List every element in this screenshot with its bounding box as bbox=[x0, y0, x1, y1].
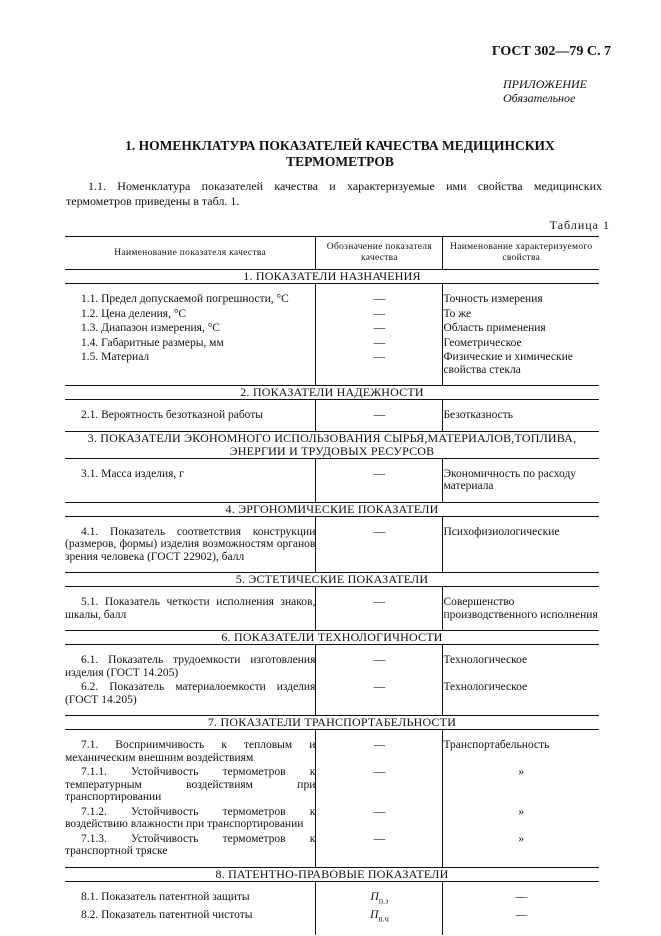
characterized-property: Совершенство производственного исполнения bbox=[443, 596, 598, 621]
indicator-name-text: 5.1. Показатель четкости исполнения знаков, шкалы, балл bbox=[65, 596, 316, 621]
section-row bbox=[65, 270, 599, 284]
table-row bbox=[65, 890, 599, 909]
table-row bbox=[65, 350, 599, 377]
table-row bbox=[65, 738, 599, 765]
indicator-designation: — bbox=[316, 653, 443, 680]
indicator-name bbox=[65, 738, 316, 765]
title-line-1: 1. НОМЕНКЛАТУРА ПОКАЗАТЕЛЕЙ КАЧЕСТВА МЕДИЦИНСКИХ bbox=[125, 138, 555, 153]
title-line-2: ТЕРМОМЕТРОВ bbox=[286, 154, 394, 169]
section-title: 8. ПАТЕНТНО-ПРАВОВЫЕ ПОКАЗАТЕЛИ bbox=[65, 867, 599, 881]
indicator-name bbox=[65, 595, 316, 622]
indicator-name bbox=[65, 832, 316, 859]
indicator-designation: — bbox=[316, 408, 443, 423]
indicator-name-text: 1.3. Диапазон измерения, °С bbox=[81, 322, 220, 334]
section-row bbox=[65, 386, 599, 400]
table-row bbox=[65, 805, 599, 832]
spacer-row bbox=[65, 645, 599, 654]
table-row bbox=[65, 908, 599, 927]
table-row bbox=[65, 321, 599, 336]
section-title: 2. ПОКАЗАТЕЛИ НАДЕЖНОСТИ bbox=[65, 386, 599, 400]
spacer-row bbox=[65, 881, 599, 890]
header-name: Наименование показателя качества bbox=[65, 237, 316, 270]
section-title: 3. ПОКАЗАТЕЛИ ЭКОНОМНОГО ИСПОЛЬЗОВАНИЯ СЫРЬЯ,МАТЕРИАЛОВ,ТОПЛИВА, ЭНЕРГИИ И ТРУДОВЫХ РЕСУРСОВ bbox=[65, 431, 599, 458]
characterized-property: Геометрическое bbox=[443, 336, 522, 349]
section-title: 7. ПОКАЗАТЕЛИ ТРАНСПОРТАБЕЛЬНОСТИ bbox=[65, 716, 599, 730]
indicator-name bbox=[65, 805, 316, 832]
indicator-name-text: 4.1. Показатель соответствия конструкции (размеров, формы) изделия возможностям органов зрения человека (ГОСТ 22902), балл bbox=[65, 525, 316, 563]
spacer-row bbox=[65, 587, 599, 596]
spacer-row bbox=[65, 458, 599, 467]
section-row bbox=[65, 631, 599, 645]
indicator-name bbox=[65, 321, 316, 336]
spacer-row bbox=[65, 400, 599, 409]
indicator-name-text: 6.2. Показатель материалоемкости изделия (ГОСТ 14.205) bbox=[65, 681, 316, 706]
table-row bbox=[65, 680, 599, 707]
spacer-row bbox=[65, 284, 599, 293]
characterized-property: Безотказность bbox=[443, 409, 514, 421]
indicator-name-text: 1.5. Материал bbox=[81, 351, 150, 363]
indicator-name bbox=[65, 525, 316, 565]
indicator-name-text: 1.4. Габаритные размеры, мм bbox=[81, 336, 224, 349]
section-title: 5. ЭСТЕТИЧЕСКИЕ ПОКАЗАТЕЛИ bbox=[65, 573, 599, 587]
table-row bbox=[65, 467, 599, 494]
section-title: 1. ПОКАЗАТЕЛИ НАЗНАЧЕНИЯ bbox=[65, 270, 599, 284]
characterized-property: — bbox=[515, 890, 527, 903]
characterized-property: Транспортабельность bbox=[443, 739, 550, 751]
indicator-designation: — bbox=[316, 350, 443, 377]
indicator-designation: — bbox=[316, 292, 443, 307]
indicator-name bbox=[65, 467, 316, 494]
indicator-name bbox=[65, 307, 316, 322]
spacer-row bbox=[65, 859, 599, 868]
indicator-name-text: 7.1. Восприимчивость к тепловым и механическим внешним воздействиям bbox=[65, 739, 316, 764]
characterized-property: Область применения bbox=[443, 322, 546, 334]
table-row bbox=[65, 307, 599, 322]
indicator-name-text: 3.1. Масса изделия, г bbox=[81, 467, 184, 480]
indicator-designation: — bbox=[316, 595, 443, 622]
table-row bbox=[65, 336, 599, 351]
quality-indicators-table bbox=[65, 236, 599, 935]
indicator-designation: — bbox=[316, 307, 443, 322]
indicator-name bbox=[65, 765, 316, 805]
indicator-name bbox=[65, 292, 316, 307]
section-row bbox=[65, 716, 599, 730]
intro-paragraph: 1.1. Номенклатура показателей качества и характеризуемые ими свойства медицинских термометров приведены в табл. 1. bbox=[66, 179, 602, 208]
indicator-name-text: 8.2. Показатель патентной чистоты bbox=[81, 909, 253, 922]
indicator-name bbox=[65, 408, 316, 423]
indicator-name-text: 7.1.2. Устойчивость термометров к воздействию влажности при транспортировании bbox=[65, 805, 316, 830]
header-designation: Обозначение показателя качества bbox=[316, 237, 443, 270]
spacer-row bbox=[65, 423, 599, 432]
appendix-block bbox=[503, 77, 587, 105]
indicator-designation: — bbox=[316, 525, 443, 565]
indicator-designation: $П_{п.з}$ bbox=[316, 890, 443, 909]
indicator-designation: — bbox=[316, 336, 443, 351]
indicator-name bbox=[65, 680, 316, 707]
indicator-designation: $П_{п.ч}$ bbox=[316, 908, 443, 927]
indicator-name bbox=[65, 336, 316, 351]
designation-subscript: п.ч bbox=[378, 914, 389, 924]
characterized-property: Технологическое bbox=[443, 681, 528, 693]
characterized-property: — bbox=[515, 909, 527, 922]
characterized-property: Экономичность по расходу материала bbox=[443, 467, 577, 492]
indicator-designation: — bbox=[316, 467, 443, 494]
indicator-designation: — bbox=[316, 832, 443, 859]
indicator-name-text: 8.1. Показатель патентной защиты bbox=[81, 890, 250, 903]
table-row bbox=[65, 653, 599, 680]
indicator-designation: — bbox=[316, 680, 443, 707]
table-row bbox=[65, 525, 599, 565]
section-title: 4. ЭРГОНОМИЧЕСКИЕ ПОКАЗАТЕЛИ bbox=[65, 502, 599, 516]
table-row bbox=[65, 765, 599, 805]
indicator-name bbox=[65, 350, 316, 377]
spacer-row bbox=[65, 927, 599, 935]
characterized-property: » bbox=[518, 832, 525, 845]
spacer-row bbox=[65, 516, 599, 525]
header-property: Наименование характеризуемого свойства bbox=[443, 237, 599, 270]
appendix-status: Обязательное bbox=[503, 91, 576, 105]
section-title: 6. ПОКАЗАТЕЛИ ТЕХНОЛОГИЧНОСТИ bbox=[65, 631, 599, 645]
section-row bbox=[65, 502, 599, 516]
table-body bbox=[65, 270, 599, 936]
indicator-name-text: 7.1.3. Устойчивость термометров к транспортной тряске bbox=[65, 832, 316, 857]
table-header-row bbox=[65, 237, 599, 270]
table-row bbox=[65, 408, 599, 423]
characterized-property: Психофизиологические bbox=[443, 525, 560, 538]
indicator-name-text: 1.2. Цена деления, °С bbox=[81, 307, 187, 320]
section-row bbox=[65, 431, 599, 458]
spacer-row bbox=[65, 730, 599, 739]
spacer-row bbox=[65, 494, 599, 503]
designation-subscript: п.з bbox=[378, 895, 389, 905]
indicator-name bbox=[65, 890, 316, 909]
indicator-designation: — bbox=[316, 805, 443, 832]
indicator-name-text: 6.1. Показатель трудоемкости изготовления изделия (ГОСТ 14.205) bbox=[65, 654, 316, 679]
table-caption: Таблица 1 bbox=[549, 218, 610, 232]
indicator-designation: — bbox=[316, 738, 443, 765]
indicator-name-text: 2.1. Вероятность безотказной работы bbox=[81, 409, 264, 421]
characterized-property: » bbox=[518, 805, 525, 818]
characterized-property: Технологическое bbox=[443, 654, 528, 666]
indicator-name-text: 7.1.1. Устойчивость термометров к температурным воздействиям при транспортировании bbox=[65, 766, 316, 803]
appendix-label: ПРИЛОЖЕНИЕ bbox=[503, 77, 587, 91]
characterized-property: Физические и химические свойства стекла bbox=[443, 351, 573, 376]
indicator-designation: — bbox=[316, 321, 443, 336]
indicator-name-text: 1.1. Предел допускаемой погрешности, °С bbox=[81, 293, 289, 305]
indicator-name bbox=[65, 908, 316, 927]
table-row bbox=[65, 292, 599, 307]
characterized-property: То же bbox=[443, 307, 472, 320]
section-row bbox=[65, 573, 599, 587]
table-row bbox=[65, 832, 599, 859]
indicator-name bbox=[65, 653, 316, 680]
characterized-property: » bbox=[518, 766, 525, 778]
indicator-designation: — bbox=[316, 765, 443, 805]
table-row bbox=[65, 595, 599, 622]
page-header: ГОСТ 302—79 С. 7 bbox=[491, 44, 611, 59]
section-row bbox=[65, 867, 599, 881]
characterized-property: Точность измерения bbox=[443, 293, 543, 305]
document-title bbox=[70, 138, 610, 170]
